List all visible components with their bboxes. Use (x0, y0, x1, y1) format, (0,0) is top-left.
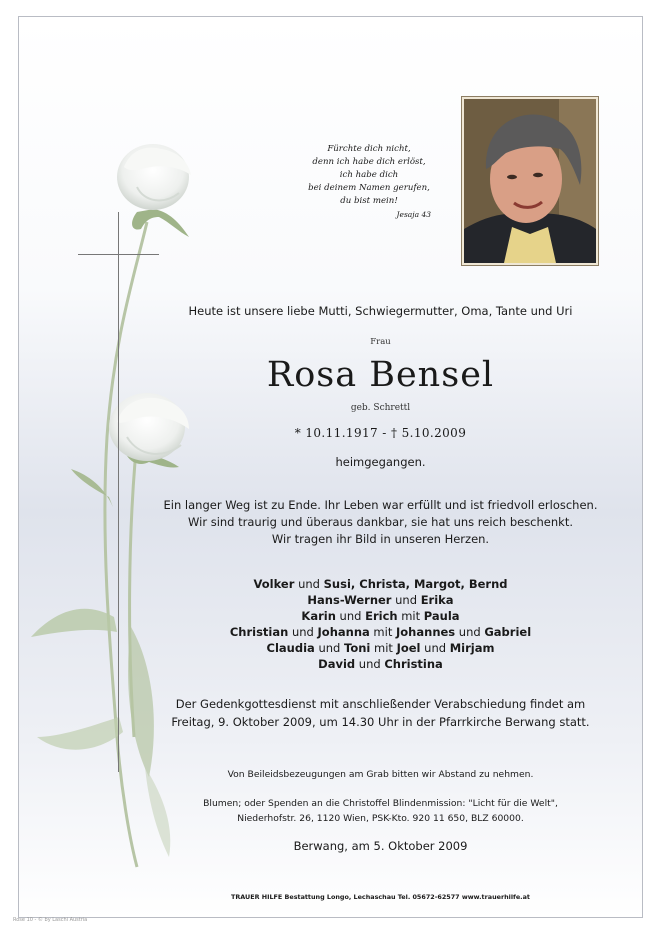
place-and-date: Berwang, am 5. Oktober 2009 (293, 839, 468, 853)
donation-line: Niederhofstr. 26, 1120 Wien, PSK-Kto. 920 11 650, BLZ 60000. (237, 813, 524, 824)
family-connector: und (288, 625, 318, 639)
family-connector: und (420, 641, 450, 655)
verse-line: Fürchte dich nicht, (327, 144, 411, 154)
family-member-name: Mirjam (449, 641, 495, 655)
portrait-photo-frame (461, 96, 599, 266)
funeral-home-footer: TRAUER HILFE Bestattung Longo, Lechaschau Tel. 05672-62577 www.trauerhilfe.at (231, 893, 530, 901)
family-member-name: Gabriel (484, 625, 532, 639)
verse-line: bei deinem Namen gerufen, (308, 183, 430, 193)
family-connector: und (294, 577, 324, 591)
portrait-photo (464, 99, 596, 263)
memorial-paragraph (119, 497, 642, 548)
cross-vertical-line (118, 212, 119, 772)
family-line (119, 656, 642, 672)
family-member-name: Volker (253, 577, 295, 591)
title-prefix: Frau (370, 337, 391, 347)
family-line (119, 608, 642, 624)
family-member-name: Toni (344, 641, 371, 655)
family-connector: mit (370, 641, 397, 655)
family-member-name: David (318, 657, 356, 671)
paragraph-line: Ein langer Weg ist zu Ende. Ihr Leben war erfüllt und ist friedvoll erloschen. (163, 498, 598, 512)
service-line: Freitag, 9. Oktober 2009, um 14.30 Uhr in der Pfarrkirche Berwang statt. (171, 715, 590, 729)
family-line (119, 576, 642, 592)
family-member-name: Paula (423, 609, 460, 623)
family-connector: und (314, 641, 344, 655)
maiden-name: geb. Schrettl (350, 403, 411, 413)
life-dates: * 10.11.1917 - † 5.10.2009 (294, 426, 467, 440)
family-member-name: Erich (365, 609, 398, 623)
family-line (119, 640, 642, 656)
family-line (119, 624, 642, 640)
family-member-name: Karin (301, 609, 336, 623)
condolence-note: Von Beileidsbezeugungen am Grab bitten wir Abstand zu nehmen. (227, 769, 534, 780)
cross-horizontal-line (78, 254, 159, 255)
service-announcement (119, 695, 642, 731)
bible-verse (279, 143, 459, 221)
deceased-name: Rosa Bensel (266, 355, 495, 395)
family-connector: und (335, 609, 366, 623)
service-line: Der Gedenkgottesdienst mit anschließender Verabschiedung findet am (175, 697, 586, 711)
intro-text: Heute ist unsere liebe Mutti, Schwiegermutter, Oma, Tante und Uri (188, 304, 573, 318)
family-member-name: Susi, Christa, Margot, Bernd (323, 577, 508, 591)
family-member-name: Erika (420, 593, 454, 607)
paragraph-line: Wir tragen ihr Bild in unseren Herzen. (271, 532, 490, 546)
family-connector: mit (369, 625, 396, 639)
family-mourners-list (119, 576, 642, 672)
obituary-card (18, 16, 643, 918)
image-credit: Rose 10 - © by Laschi Austria (13, 917, 88, 923)
white-rose-illustration (19, 17, 219, 877)
family-line (119, 592, 642, 608)
family-connector: und (355, 657, 385, 671)
family-connector: und (455, 625, 485, 639)
family-member-name: Johannes (396, 625, 456, 639)
family-member-name: Johanna (317, 625, 370, 639)
family-member-name: Christian (229, 625, 289, 639)
verse-line: denn ich habe dich erlöst, (312, 157, 426, 167)
family-member-name: Claudia (266, 641, 315, 655)
paragraph-line: Wir sind traurig und überaus dankbar, sie hat uns reich beschenkt. (188, 515, 573, 529)
family-connector: mit (397, 609, 424, 623)
donation-line: Blumen; oder Spenden an die Christoffel Blindenmission: "Licht für die Welt", (203, 798, 558, 809)
family-member-name: Hans-Werner (307, 593, 392, 607)
family-connector: und (391, 593, 421, 607)
verse-reference: Jesaja 43 (396, 210, 431, 219)
family-member-name: Christina (384, 657, 443, 671)
donation-note (119, 796, 642, 826)
verse-line: du bist mein! (340, 196, 398, 206)
verse-line: ich habe dich (339, 170, 399, 180)
passed-text: heimgegangen. (335, 455, 426, 469)
family-member-name: Joel (396, 641, 421, 655)
